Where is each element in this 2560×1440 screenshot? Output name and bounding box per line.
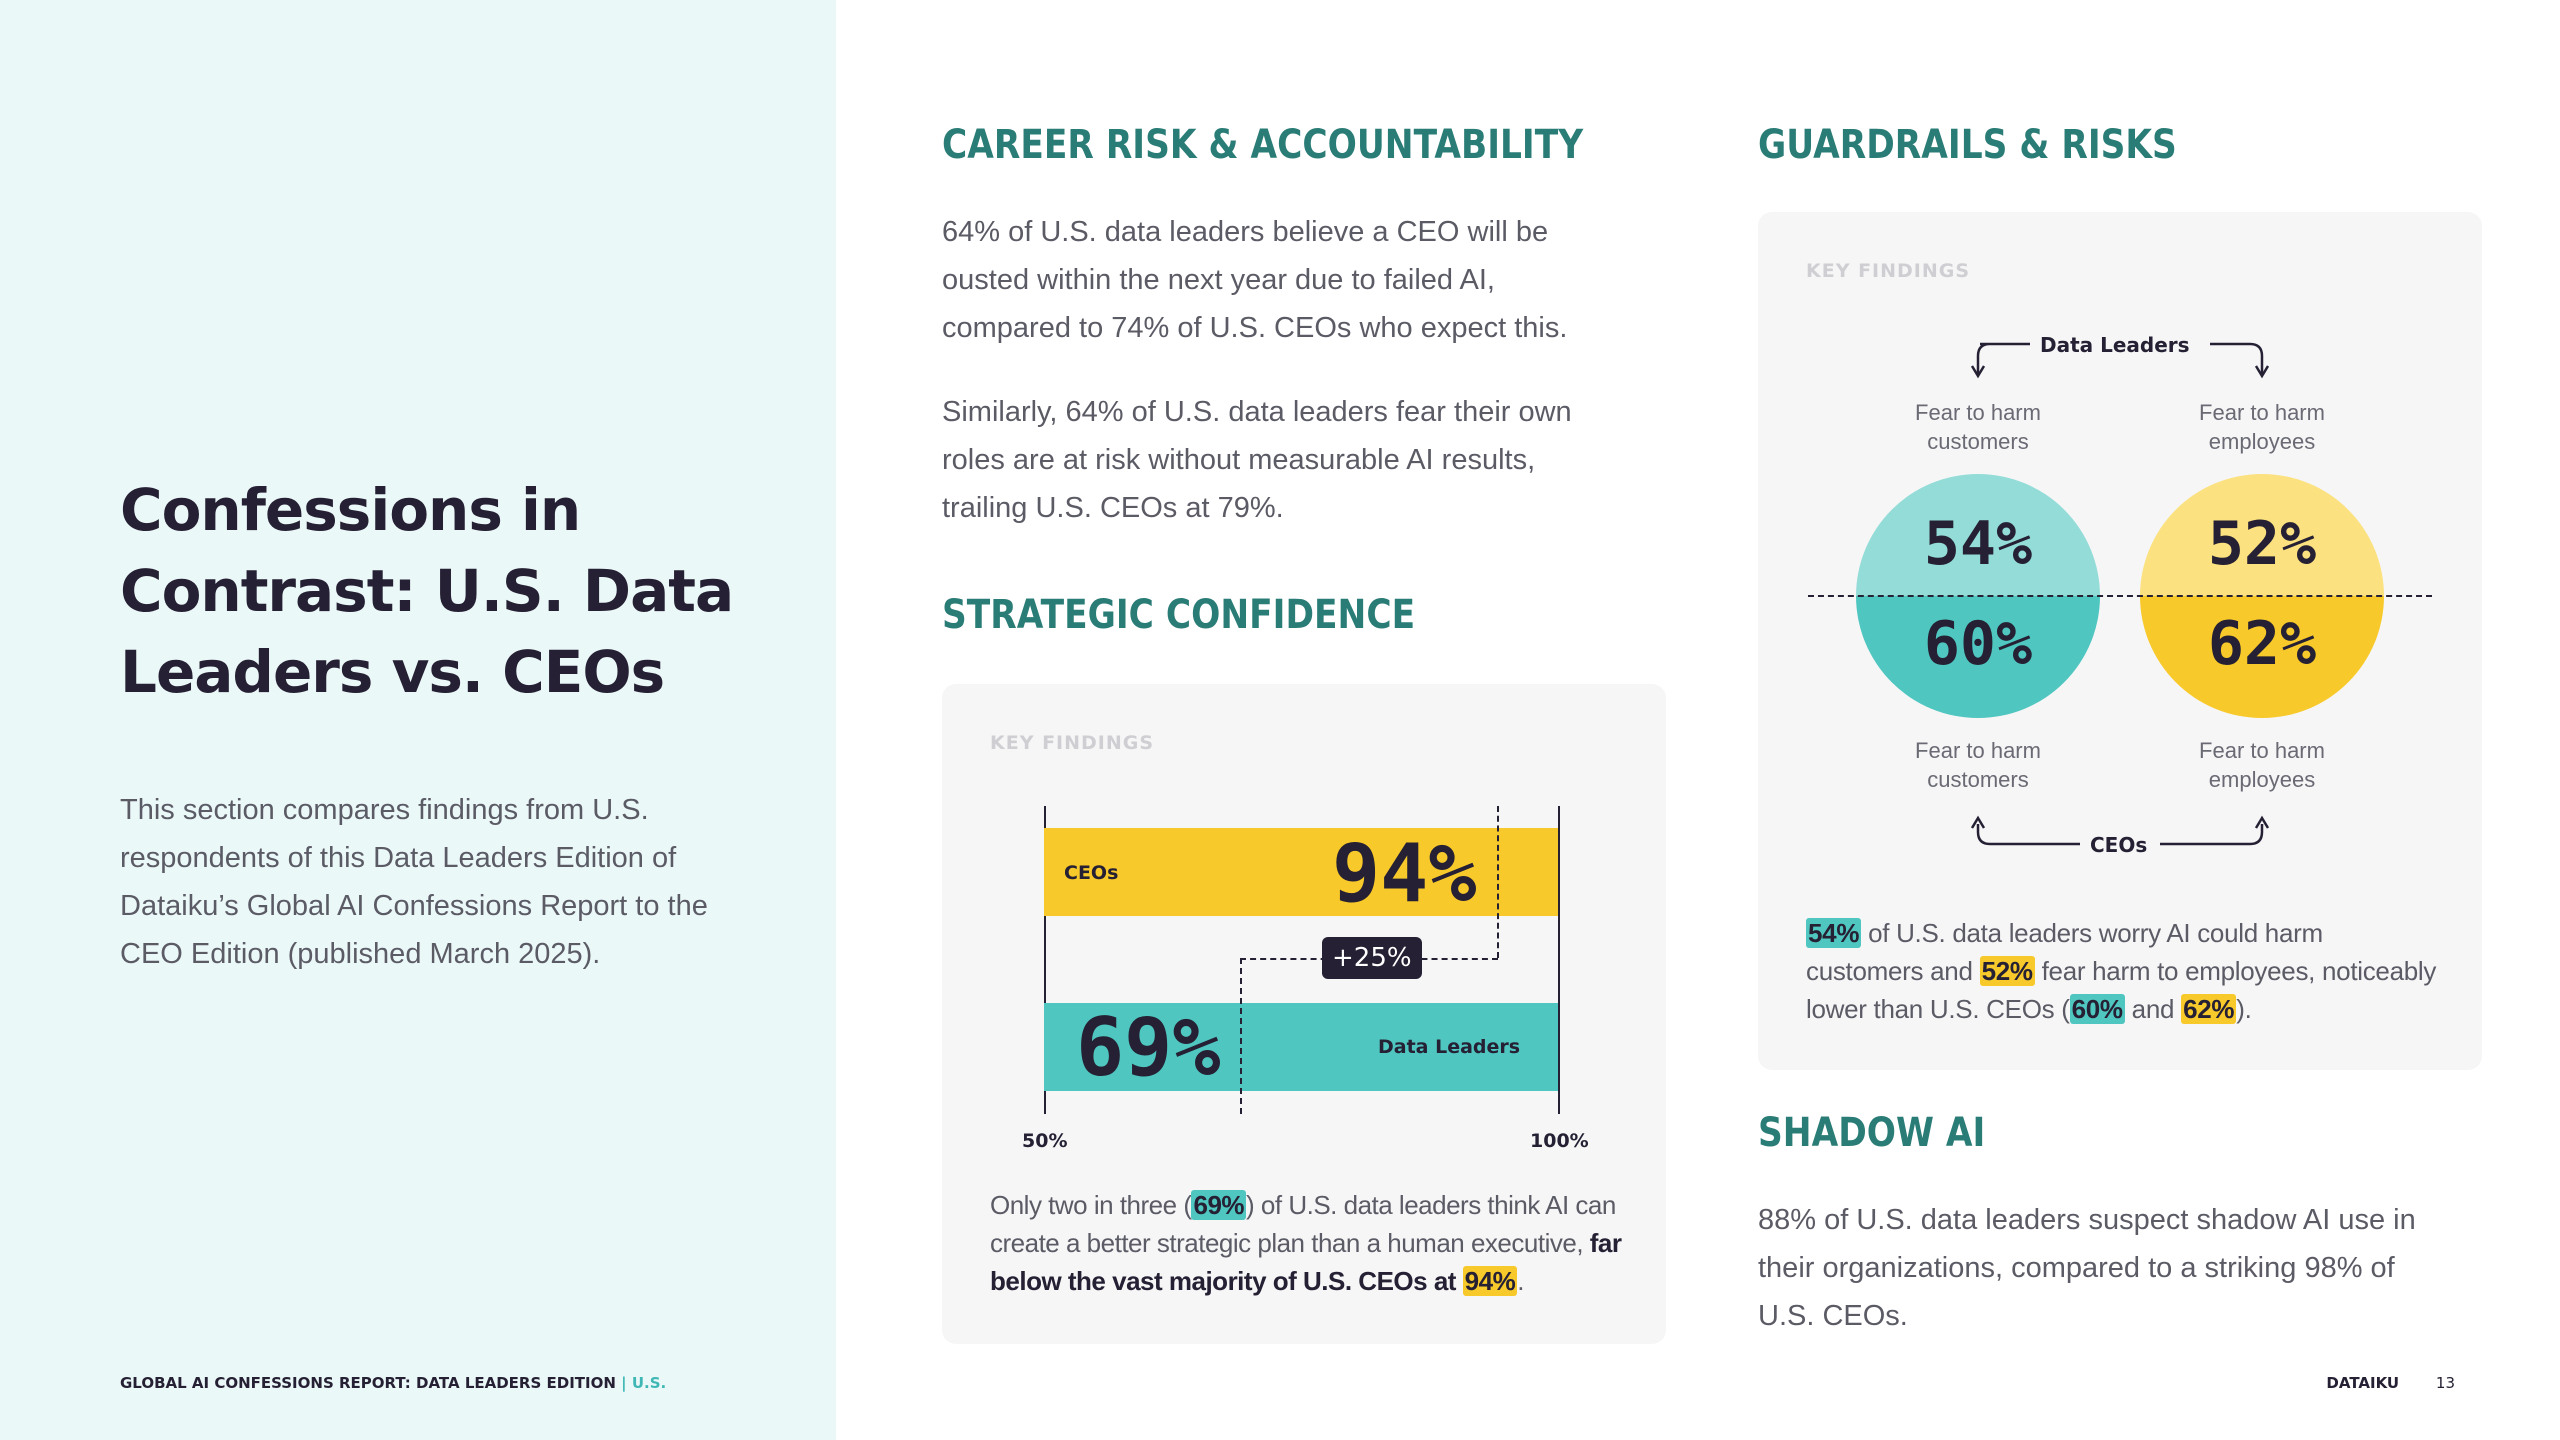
guardrails-heading: GUARDRAILS & RISKS bbox=[1758, 122, 2177, 168]
delta-badge: +25% bbox=[1322, 937, 1422, 979]
highlight-ceo-employees: 62% bbox=[2183, 994, 2235, 1024]
text-bold-segment: far below the vast majority of U.S. CEOs at bbox=[990, 1228, 1622, 1296]
strategic-heading: STRATEGIC CONFIDENCE bbox=[942, 592, 1416, 638]
label-ceo-customers: Fear to harm customers bbox=[1915, 738, 2041, 792]
tick-label-100: 100% bbox=[1530, 1130, 1589, 1152]
tick-label-50: 50% bbox=[1022, 1130, 1068, 1152]
shadow-ai-paragraph: 88% of U.S. data leaders suspect shadow AI use in their organizations, compared to a striking 98% of U.S. CEOs. bbox=[1758, 1204, 2416, 1332]
bar-label-data-leaders: Data Leaders bbox=[1378, 1036, 1521, 1058]
career-heading: CAREER RISK & ACCOUNTABILITY bbox=[942, 122, 1584, 168]
group-label-data-leaders: Data Leaders bbox=[2030, 333, 2200, 357]
footer-region: | U.S. bbox=[621, 1374, 667, 1392]
footer-brand: DATAIKU bbox=[2326, 1374, 2400, 1392]
label-dl-employees: Fear to harm employees bbox=[2199, 400, 2325, 454]
footer-right bbox=[2326, 1374, 2455, 1392]
value-ceo-customers: 60% bbox=[1923, 609, 2033, 679]
bar-ceos bbox=[1044, 827, 1558, 920]
axis-line-100 bbox=[1558, 806, 1560, 1114]
highlight-ceos: 94% bbox=[1464, 1266, 1516, 1296]
bar-value-data-leaders: 69% bbox=[1076, 1001, 1221, 1094]
text-segment: ) of U.S. data leaders think AI can create a better strategic plan than a human executive, bbox=[990, 1190, 1616, 1258]
data-leaders-marker-line bbox=[1240, 958, 1242, 1114]
left-panel bbox=[0, 0, 836, 1440]
page-number: 13 bbox=[2435, 1374, 2455, 1392]
career-paragraph-1: 64% of U.S. data leaders believe a CEO will be ousted within the next year due to failed AI, compared to 74% of U.S. CEOs who expect this. bbox=[942, 216, 1568, 344]
highlight-ceo-customers: 60% bbox=[2071, 994, 2123, 1024]
guardrails-key-label: KEY FINDINGS bbox=[1806, 260, 1971, 282]
highlight-dl-customers: 54% bbox=[1808, 918, 1860, 948]
label-ceo-employees: Fear to harm employees bbox=[2199, 738, 2325, 792]
label-dl-customers: Fear to harm customers bbox=[1915, 400, 2041, 454]
strategic-key-label: KEY FINDINGS bbox=[990, 732, 1155, 754]
text-segment: of U.S. data leaders worry AI could harm customers and bbox=[1806, 918, 2323, 986]
value-dl-employees: 52% bbox=[2207, 509, 2317, 579]
page-title: Confessions in Contrast: U.S. Data Leaders vs. CEOs bbox=[120, 476, 734, 706]
intro-text: This section compares findings from U.S. respondents of this Data Leaders Edition of Dataiku’s Global AI Confessions Report to the CEO Edition (published March 2025). bbox=[120, 794, 708, 970]
highlight-dl-employees: 52% bbox=[1981, 956, 2033, 986]
text-segment: Only two in three ( bbox=[990, 1190, 1192, 1220]
highlight-data-leaders: 69% bbox=[1193, 1190, 1245, 1220]
text-segment: . bbox=[1517, 1266, 1524, 1296]
value-dl-customers: 54% bbox=[1923, 509, 2033, 579]
footer-report-title bbox=[120, 1374, 666, 1392]
group-label-ceos: CEOs bbox=[2080, 833, 2157, 857]
bar-value-ceos: 94% bbox=[1332, 827, 1477, 920]
value-ceo-employees: 62% bbox=[2207, 609, 2317, 679]
text-segment: and bbox=[2124, 994, 2182, 1024]
shadow-ai-heading: SHADOW AI bbox=[1758, 1110, 1986, 1156]
text-segment: ). bbox=[2236, 994, 2252, 1024]
divider-dashed bbox=[1808, 595, 2432, 597]
career-paragraph-2: Similarly, 64% of U.S. data leaders fear their own roles are at risk without measurable AI results, trailing U.S. CEOs at 79%. bbox=[942, 396, 1572, 524]
footer-report-name: GLOBAL AI CONFESSIONS REPORT: DATA LEADERS EDITION bbox=[120, 1374, 616, 1392]
bar-label-ceos: CEOs bbox=[1064, 862, 1119, 884]
strategic-finding-text bbox=[990, 1186, 1630, 1300]
text-segment: fear harm to employees, noticeably lower than U.S. CEOs ( bbox=[1806, 956, 2437, 1024]
guardrails-finding-text bbox=[1806, 914, 2446, 1028]
ceo-marker-line bbox=[1497, 806, 1499, 958]
